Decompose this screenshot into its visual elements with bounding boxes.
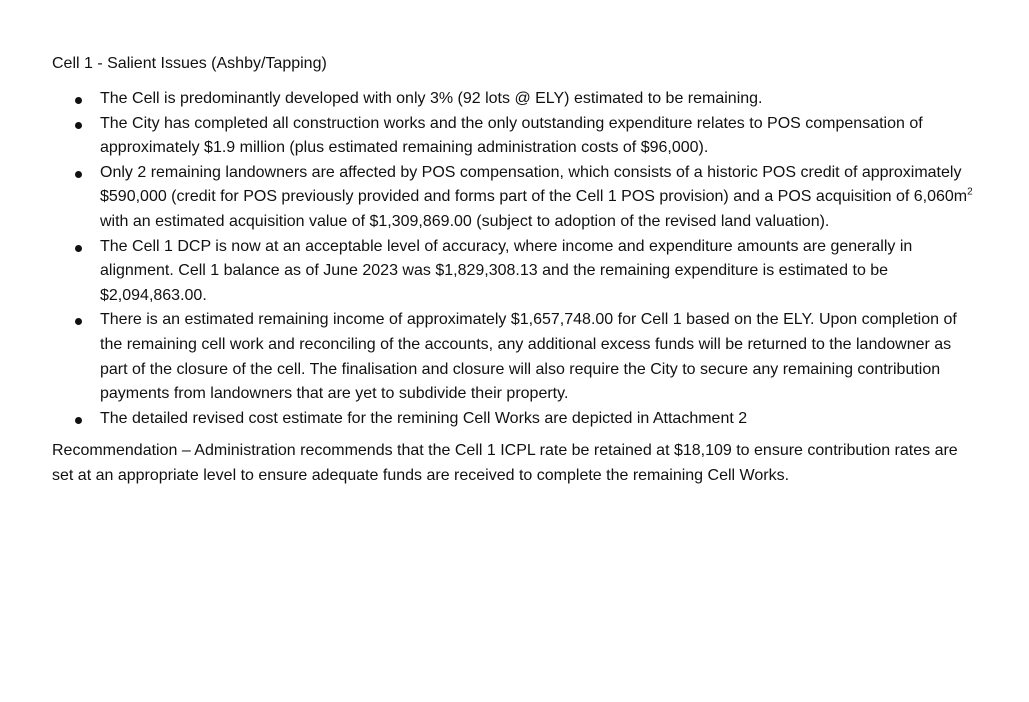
- list-item: [52, 87, 982, 112]
- list-item: [52, 407, 982, 432]
- list-item-text: The detailed revised cost estimate for the remining Cell Works are depicted in Attachment 2: [100, 409, 748, 427]
- list-item-text: The Cell is predominantly developed with only 3% (92 lots @ ELY) estimated to be remaining.: [100, 90, 763, 107]
- bullet-icon: [75, 245, 82, 252]
- list-item: [52, 161, 982, 235]
- bullet-icon: [75, 171, 82, 178]
- section-heading: Cell 1 - Salient Issues (Ashby/Tapping): [52, 55, 327, 72]
- list-item: [52, 308, 982, 406]
- list-item: [52, 112, 982, 161]
- recommendation-paragraph: Recommendation – Administration recommends that the Cell 1 ICPL rate be retained at $18,109 to ensure contribution rates are set at an appropriate level to ensure adequate funds are received to complete the remaining Cell Works.: [52, 442, 958, 484]
- list-item-text: Only 2 remaining landowners are affected by POS compensation, which consists of a historic POS credit of approximately $590,000 (credit for POS previously provided and forms part of the Cell 1 POS provision) and a POS acquisition of 6,060m: [100, 163, 968, 206]
- list-item-text-tail: with an estimated acquisition value of $1,309,869.00 (subject to adoption of the revised land valuation).: [100, 212, 830, 230]
- superscript: 2: [967, 187, 973, 199]
- salient-issues-list: [52, 87, 982, 431]
- bullet-icon: [75, 318, 82, 325]
- list-item-text: There is an estimated remaining income of approximately $1,657,748.00 for Cell 1 based on the ELY. Upon completion of the remaining cell work and reconciling of the accounts, any additional excess funds will be returned to the landowner as part of the closure of the cell. The finalisation and closure will also require the City to secure any remaining contribution payments from landowners that are yet to subdivide their property.: [100, 311, 957, 403]
- list-item-text: The City has completed all construction works and the only outstanding expenditure relates to POS compensation of approximately $1.9 million (plus estimated remaining administration costs of $96,000).: [100, 114, 923, 157]
- bullet-icon: [75, 97, 82, 104]
- bullet-icon: [75, 122, 82, 129]
- list-item: [52, 235, 982, 309]
- document-page: [52, 52, 982, 489]
- list-item-text: The Cell 1 DCP is now at an acceptable level of accuracy, where income and expenditure amounts are generally in alignment. Cell 1 balance as of June 2023 was $1,829,308.13 and the remaining expenditure is estimated to be $2,094,863.00.: [100, 237, 913, 304]
- bullet-icon: [75, 417, 82, 424]
